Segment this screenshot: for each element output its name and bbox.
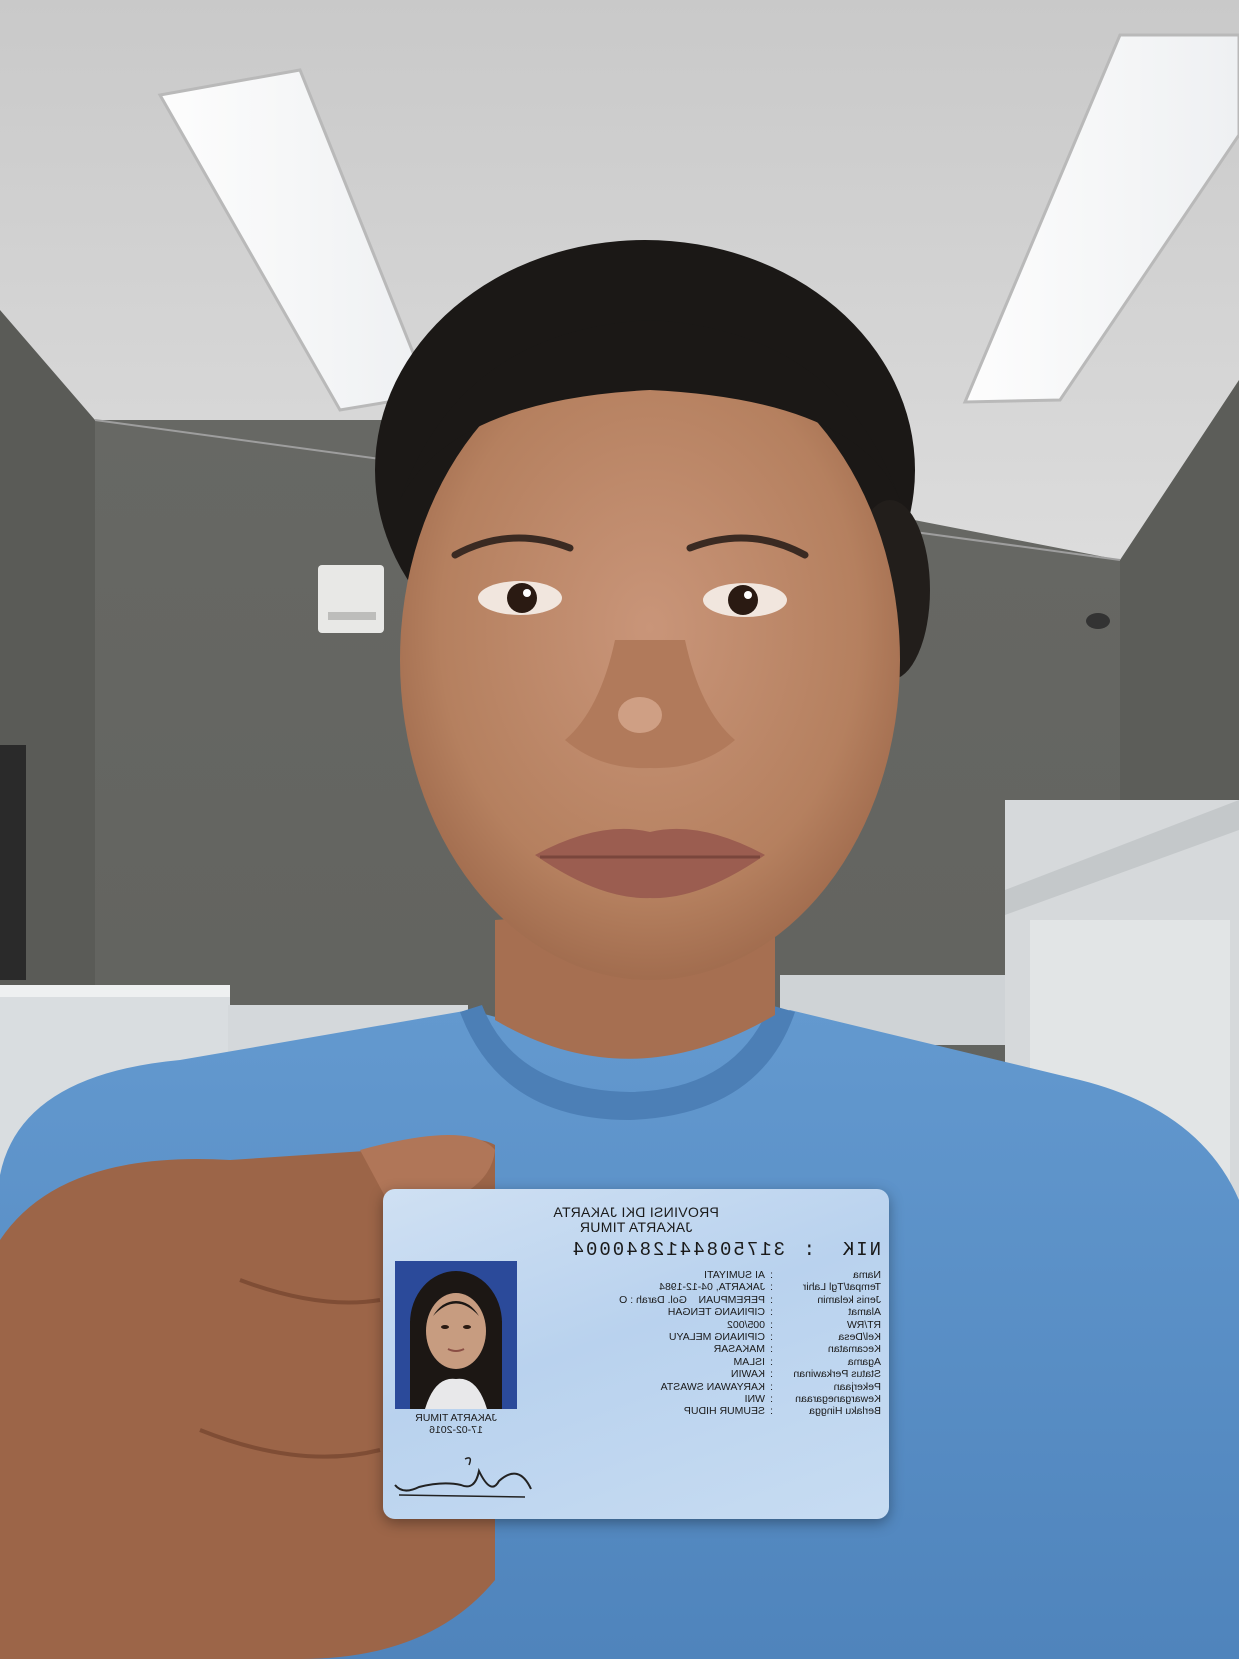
field-row: Jenis kelamin:PEREMPUAN Gol. Darah : O: [619, 1293, 881, 1306]
card-province: PROVINSI DKI JAKARTA: [553, 1204, 719, 1220]
field-value: WNI: [744, 1392, 765, 1405]
nik-row: [383, 1239, 881, 1261]
ceiling-camera: [1086, 613, 1110, 629]
field-value: SEUMUR HIDUP: [683, 1405, 765, 1418]
field-value: CIPINANG TENGAH: [667, 1306, 765, 1319]
signature: [389, 1451, 539, 1511]
nik-separator: :: [801, 1239, 815, 1261]
field-label: Kel/Desa: [838, 1330, 881, 1343]
field-value: AI SUMIYATI: [704, 1269, 765, 1281]
nik-value: 3175084412840004: [570, 1239, 785, 1261]
issue-place: JAKARTA TIMUR: [415, 1412, 497, 1424]
field-label: Jenis kelamin: [817, 1293, 881, 1306]
field-row: Nama:AI SUMIYATI: [704, 1269, 881, 1281]
card-fields: [521, 1269, 881, 1418]
issue-date: 17-02-2016: [429, 1424, 483, 1436]
id-card-content: [383, 1189, 889, 1519]
field-label: Tempat/Tgl Lahir: [802, 1281, 881, 1294]
nik-label: NIK: [840, 1239, 881, 1261]
field-label: Nama: [852, 1269, 881, 1281]
field-row: Kel/Desa:CIPINANG MELAYU: [668, 1330, 881, 1343]
id-card: [383, 1189, 889, 1519]
field-row: Berlaku Hingga:SEUMUR HIDUP: [683, 1405, 881, 1418]
field-value: KARYAWAN SWASTA: [660, 1380, 765, 1393]
field-value: 005/002: [727, 1318, 765, 1331]
field-row: Alamat:CIPINANG TENGAH: [667, 1306, 881, 1319]
field-row: RT/RW:005/002: [727, 1318, 881, 1331]
field-label: Pekerjaan: [833, 1380, 881, 1393]
field-value: JAKARTA, 04-12-1984: [659, 1281, 765, 1294]
door-frame: [0, 745, 26, 980]
field-label: RT/RW: [846, 1318, 881, 1331]
field-row: Agama:ISLAM: [733, 1355, 881, 1368]
field-label: Agama: [847, 1355, 881, 1368]
air-conditioner: [318, 565, 384, 633]
card-city: JAKARTA TIMUR: [579, 1219, 693, 1235]
field-value: MAKASAR: [713, 1343, 765, 1356]
field-row: Kewarganegaraan:WNI: [744, 1392, 881, 1405]
field-label: Alamat: [848, 1306, 881, 1319]
field-row: Kecamatan:MAKASAR: [713, 1343, 881, 1356]
field-value: CIPINANG MELAYU: [668, 1330, 765, 1343]
id-photo: [395, 1261, 517, 1409]
field-label: Kewarganegaraan: [795, 1392, 881, 1405]
field-row: Pekerjaan:KARYAWAN SWASTA: [660, 1380, 881, 1393]
field-label: Status Perkawinan: [793, 1368, 881, 1381]
field-row: Tempat/Tgl Lahir:JAKARTA, 04-12-1984: [659, 1281, 881, 1294]
field-label: Kecamatan: [827, 1343, 881, 1356]
field-label: Berlaku Hingga: [809, 1405, 881, 1418]
field-row: Status Perkawinan:KAWIN: [730, 1368, 881, 1381]
issue-info: [383, 1412, 529, 1436]
field-value: PEREMPUAN Gol. Darah : O: [619, 1293, 765, 1306]
field-value: KAWIN: [730, 1368, 765, 1381]
field-value: ISLAM: [733, 1355, 765, 1368]
